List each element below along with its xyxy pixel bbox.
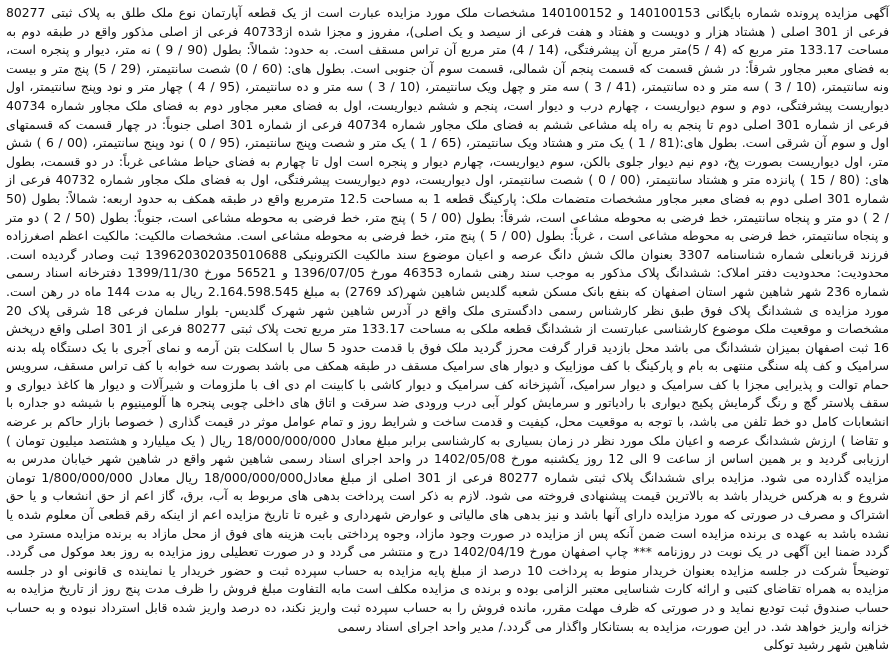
auction-notice-text: آگهی مزایده پرونده شماره بایگانی 140100153 و 140100152 مشخصات ملک مورد مزایده عبارت است از یک قطعه آپارتمان نوع ملک طلق به پلاک ثبتی 80277 فرعی از 301 اصلی ( هشتاد هزار و دویست و هفتاد و هفت فرعی از سیصد و یک اصلی)، مفروز و مجزا شده از40733 فرعی از اصلی مذکور واقع در طبقه دوم به مساحت 133.17 متر مربع که (4 / 5)متر مربع آن پیشرفتگی، (14 / 4) متر مربع آن تراس مسقف است. به حدود: شمالاً: بطول (90 / 9 ) نه متر، دیوار و پنجره است، به فضای معبر مجاور شرقاً: در شش قسمت که قسمت پنجم آن شمالی، قسمت سوم آن جنوبی است. بطول های: (60 / 0) شصت سانتیمتر، (29 / 5) پنج متر و بیست ونه سانتیمتر، (10 / 3 ) سه متر و ده سانتیمتر، (41 / 3 ) سه متر و چهل ویک سانتیمتر، (10 / 3 ) سه متر و ده سانتیمتر، (95 / 4 ) چهار متر و نود وپنج سانتیمتر، اول دیواریست پیشرفتگی، دوم و سوم دیواریست ، چهارم درب و دیوار است، پنجم و ششم دیواریست، اول به فضای معبر مجاور دوم به فضای ملک مجاور شماره 40734 فرعی از شماره 301 اصلی دوم تا پنجم به راه پله مشاعی ششم به فضای ملک مجاور شماره 40734 فرعی از شماره 301 اصلی جنوباً: در چهار قسمت که قسمتهای اول و سوم آن شرقی است. بطول های:(81 / 1 ) یک متر و هشتاد ویک سانتیمتر، (65 / 1 ) یک متر و شصت وپنج سانتیمتر، (95 / 0 ) نود وپنج سانتیمتر، (00 / 6 ) شش متر، اول دیواریست بصورت پخ، دوم نیم دیوار جلوی بالکن، سوم دیواریست، چهارم دیوار و پنجره است اول تا چهارم به فضای حیاط مشاعی غرباً: در دو قسمت، بطول های: (80 / 15 ) پانزده متر و هشتاد سانتیمتر، (00 / 0 ) شصت سانتیمتر، اول دیواریست، دوم دیواریست پیشرفتگی، اول به فضای ملک مجاور شماره 40732 فرعی از شماره 301 اصلی دوم به فضای معبر مجاور مشخصات متضمات ملک: پارکینگ قطعه 1 به مساحت 12.5 مترمربع واقع در طبقه همکف به حدود اربعه: شمالاً: بطول (50 / 2 ) دو متر و پنجاه سانتیمتر، خط فرضی به محوطه مشاعی است، شرقاً: بطول (00 / 5 ) پنج متر، خط فرضی به محوطه مشاعی است، جنوباً: بطول (50 / 2 ) دو متر و پنجاه سانتیمتر، خط فرضی به محوطه مشاعی است ، غرباً: بطول (00 / 5 ) پنج متر، خط فرضی به محوطه مشاعی است. مشخصات مالکیت: مالکیت اعظم اصغرزاده فرزند قربانعلی شماره شناسنامه 3307 بعنوان مالک شش دانگ عرصه و اعیان موضوع سند مالکیت الکترونیکی 139620302035010688 ثبت وصادر گردیده است. محدودیت: محدودیت دفتر املاک: ششدانگ پلاک مذکور به موجب سند رهنی شماره 46353 مورخ 1396/07/05 و 56521 مورخ 1399/11/30 دفترخانه اسناد رسمی شماره 236 شهر شاهین شهر استان اصفهان که بنفع بانک مسکن شعبه گلدیس شاهین شهر(کد 2769) به مبلغ 2.164.598.545 ریال به مدت 144 ماه در رهن است. مورد مزایده ی ششدانگ پلاک فوق طبق نظر کارشناس رسمی دادگستری ملک واقع در آدرس شاهین شهر شهرک گلدیس- بلوار سلمان فرعی 18 شرقی پلاک 20 مشخصات و موقعیت ملک موضوع کارشناسی عبارتست از ششدانگ قطعه ملکی به مساحت 133.17 متر مربع تحت پلاک ثبتی 80277 فرعی از 301 اصلی واقع درپخش 16 ثبت اصفهان بمیزان ششدانگ می باشد محل بازدید قرار گرفت محرز گردید ملک فوق با قدمت حدود 5 سال با اسکلت بتن آرمه و نمای آجری با یک دستگاه پله بدنه سرامیک و کف پله سنگی منتهی به بام و پارکینگ با کف موزاییک و دیوار های سرامیک مسقف در طبقه همکف می باشد بصورت سه خوابه با کف تراس مسقف، سرویس حمام توالت و پذیرایی مجزا با کف سرامیک و دیوار سرامیک، آشپزخانه کف سرامیک و دیوار کاشی با کابینت ام دی اف با ملزومات و شیرآلات و دیوار ها کاغذ دیواری و سقف پلاستر گچ و رنگ گرمایش پکیج دیواری با رادیاتور و سرمایش کولر آبی درب ورودی ضد سرقت و اتاق های داخلی چوبی پنجره ها آلومینیوم با شیشه دو جداره با انشعابات کامل دو خط تلفن می باشد، با توجه به موقعیت محل، کیفیت و قدمت ساخت و شرایط روز و تمام عوامل موثر در قیمت گذاری ( خصوصا بازار حاکم بر عرضه و تقاضا ) ارزش ششدانگ عرصه و اعیان ملک مورد نظر در زمان بسیاری به کارشناسی برابر مبلغ معادل 18/000/000/000 ریال ( یک میلیارد و هشتصد میلیون تومان ) ارزیابی گردید و بر همین اساس از ساعت 9 الی 12 روز یکشنبه مورخ 1402/05/08 در واحد اجرای اسناد رسمی شاهین شهر واقع در شاهین شهر خیابان مدرس به مزایده گذارده می شود. مزایده برای ششدانگ پلاک ثبتی شماره 80277 فرعی از 301 اصلی از مبلغ معادل18/000/000/000 ریال معادل 1/800/000/000 تومان شروع و به هرکس خریدار باشد به بالاترین قیمت پیشنهادی فروخته می شود. لازم به ذکر است پرداخت بدهی های مربوط به آب، برق، گاز اعم از حق انشعاب و یا حق اشتراک و مصرف در صورتی که مورد مزایده دارای آنها باشد و نیز بدهی های مالیاتی و عوارض شهرداری و غیره تا تاریخ مزایده اعم از اینکه رقم قطعی آن معلوم شده یا نشده باشد به عهده ی برنده مزایده است ضمن آنکه پس از مزایده در صورت وجود مازاد، وجوه پرداختی بابت هزینه های فوق از محل مازاد به برنده مزایده مسترد می گردد ضمنا این آگهی در یک نوبت در روزنامه *** چاپ اصفهان مورخ 1402/04/19 درج و منتشر می گردد و در صورت تعطیلی روز مزایده به روز بعد موکول می گردد. توضیحاً شرکت در جلسه مزایده بعنوان خریدار منوط به پرداخت 10 درصد از مبلغ پایه مزایده به حساب سپرده ثبت و حضور خریدار یا نماینده ی قانونی او در جلسه مزایده به همراه تقاضای کتبی و ارائه کارت شناسایی معتبر الزامی بوده و برنده ی مزایده مکلف است مابه التفاوت مبلغ فروش را ظرف مدت پنج روز از تاریخ مزایده به حساب صندوق ثبت تودیع نماید و در صورتی که ظرف مهلت مقرر، مانده فروش را به حساب سپرده ثبت واریز نکند، ده درصد واریز شده قابل استرداد نبوده و به حساب خزانه واریز خواهد شد. در این صورت، مزایده به بستانکار واگذار می گردد./ مدیر واحد اجرای اسناد رسمی — [6, 5, 890, 634]
notice-signature: شاهین شهر رشید توکلی — [763, 637, 889, 653]
